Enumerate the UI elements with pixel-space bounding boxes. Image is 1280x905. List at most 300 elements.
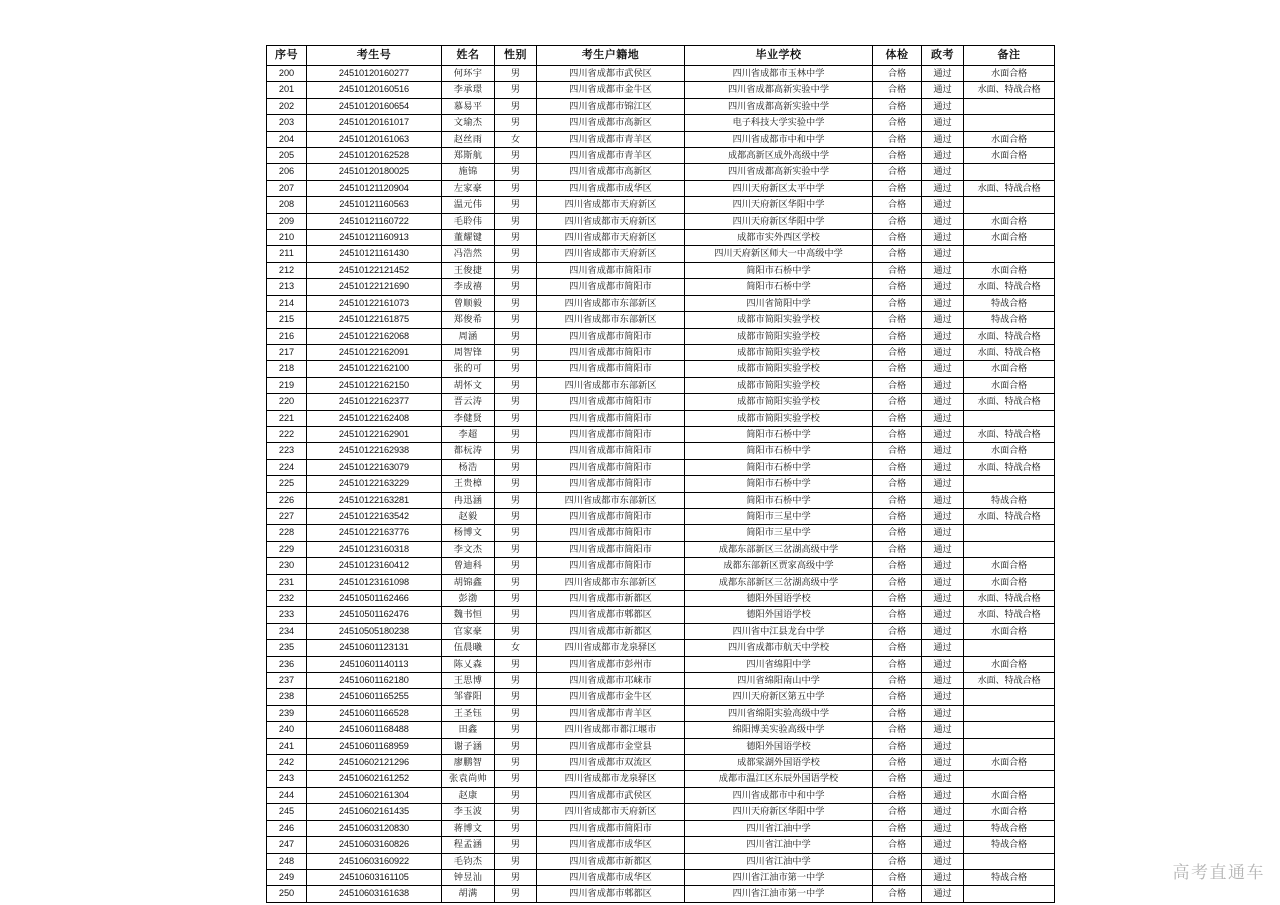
table-row xyxy=(267,853,1055,869)
cell-school: 成都市温江区东辰外国语学校 xyxy=(685,771,873,787)
cell-exam-id: 24510122162100 xyxy=(307,361,442,377)
cell-gender: 男 xyxy=(495,98,537,114)
cell-remark xyxy=(964,722,1055,738)
cell-physical: 合格 xyxy=(873,525,922,541)
cell-gender: 男 xyxy=(495,459,537,475)
cell-political: 通过 xyxy=(922,164,964,180)
cell-political: 通过 xyxy=(922,541,964,557)
cell-remark: 水面合格 xyxy=(964,755,1055,771)
cell-residence: 四川省成都市青羊区 xyxy=(537,148,685,164)
cell-residence: 四川省成都市龙泉驿区 xyxy=(537,771,685,787)
table-row xyxy=(267,115,1055,131)
cell-exam-id: 24510602121296 xyxy=(307,755,442,771)
cell-name: 毛钧杰 xyxy=(442,853,495,869)
cell-name: 廖鹏智 xyxy=(442,755,495,771)
cell-exam-id: 24510122162938 xyxy=(307,443,442,459)
cell-school: 成都东部新区三岔湖高级中学 xyxy=(685,574,873,590)
cell-exam-id: 24510120162528 xyxy=(307,148,442,164)
cell-gender: 男 xyxy=(495,148,537,164)
table-row xyxy=(267,656,1055,672)
table-row xyxy=(267,869,1055,885)
cell-school: 简阳市石桥中学 xyxy=(685,262,873,278)
cell-exam-id: 24510122162901 xyxy=(307,426,442,442)
cell-school: 成都市简阳实验学校 xyxy=(685,312,873,328)
cell-political: 通过 xyxy=(922,574,964,590)
table-row xyxy=(267,804,1055,820)
cell-index: 206 xyxy=(267,164,307,180)
cell-index: 213 xyxy=(267,279,307,295)
cell-school: 四川省成都市玉林中学 xyxy=(685,66,873,82)
cell-remark: 水面、特战合格 xyxy=(964,607,1055,623)
cell-residence: 四川省成都市简阳市 xyxy=(537,410,685,426)
cell-school: 德阳外国语学校 xyxy=(685,738,873,754)
cell-remark: 水面、特战合格 xyxy=(964,82,1055,98)
cell-political: 通过 xyxy=(922,771,964,787)
cell-physical: 合格 xyxy=(873,623,922,639)
cell-physical: 合格 xyxy=(873,410,922,426)
cell-index: 239 xyxy=(267,705,307,721)
table-row xyxy=(267,689,1055,705)
roster-table-container xyxy=(266,45,1041,903)
cell-name: 赵丝雨 xyxy=(442,131,495,147)
cell-index: 208 xyxy=(267,197,307,213)
cell-physical: 合格 xyxy=(873,180,922,196)
cell-gender: 男 xyxy=(495,787,537,803)
cell-residence: 四川省成都市郫都区 xyxy=(537,886,685,902)
cell-physical: 合格 xyxy=(873,131,922,147)
cell-index: 211 xyxy=(267,246,307,262)
cell-political: 通过 xyxy=(922,755,964,771)
table-row xyxy=(267,771,1055,787)
cell-remark: 特战合格 xyxy=(964,837,1055,853)
cell-physical: 合格 xyxy=(873,508,922,524)
cell-exam-id: 24510601165255 xyxy=(307,689,442,705)
cell-remark: 水面合格 xyxy=(964,443,1055,459)
cell-school: 简阳市三星中学 xyxy=(685,508,873,524)
cell-index: 236 xyxy=(267,656,307,672)
cell-school: 四川省绵阳中学 xyxy=(685,656,873,672)
cell-political: 通过 xyxy=(922,279,964,295)
cell-index: 207 xyxy=(267,180,307,196)
cell-political: 通过 xyxy=(922,623,964,639)
cell-name: 都杬涛 xyxy=(442,443,495,459)
cell-school: 德阳外国语学校 xyxy=(685,607,873,623)
cell-index: 229 xyxy=(267,541,307,557)
cell-school: 简阳市石桥中学 xyxy=(685,476,873,492)
cell-physical: 合格 xyxy=(873,476,922,492)
cell-physical: 合格 xyxy=(873,771,922,787)
cell-residence: 四川省成都市都江堰市 xyxy=(537,722,685,738)
cell-remark xyxy=(964,410,1055,426)
cell-gender: 男 xyxy=(495,410,537,426)
cell-physical: 合格 xyxy=(873,148,922,164)
cell-physical: 合格 xyxy=(873,377,922,393)
cell-index: 204 xyxy=(267,131,307,147)
cell-residence: 四川省成都市高新区 xyxy=(537,115,685,131)
cell-remark xyxy=(964,689,1055,705)
cell-residence: 四川省成都市天府新区 xyxy=(537,213,685,229)
cell-exam-id: 24510122163542 xyxy=(307,508,442,524)
cell-index: 247 xyxy=(267,837,307,853)
cell-index: 212 xyxy=(267,262,307,278)
cell-gender: 男 xyxy=(495,213,537,229)
table-row xyxy=(267,180,1055,196)
cell-residence: 四川省成都市简阳市 xyxy=(537,279,685,295)
cell-index: 205 xyxy=(267,148,307,164)
cell-remark xyxy=(964,197,1055,213)
cell-political: 通过 xyxy=(922,66,964,82)
cell-school: 四川省成都高新实验中学 xyxy=(685,82,873,98)
cell-gender: 男 xyxy=(495,328,537,344)
table-row xyxy=(267,574,1055,590)
cell-exam-id: 24510603161638 xyxy=(307,886,442,902)
cell-index: 248 xyxy=(267,853,307,869)
cell-residence: 四川省成都市青羊区 xyxy=(537,131,685,147)
table-row xyxy=(267,443,1055,459)
cell-index: 226 xyxy=(267,492,307,508)
cell-physical: 合格 xyxy=(873,804,922,820)
cell-index: 233 xyxy=(267,607,307,623)
table-row xyxy=(267,410,1055,426)
cell-physical: 合格 xyxy=(873,574,922,590)
table-row xyxy=(267,476,1055,492)
cell-residence: 四川省成都市龙泉驿区 xyxy=(537,640,685,656)
column-header-political: 政考 xyxy=(922,46,964,66)
cell-gender: 男 xyxy=(495,656,537,672)
cell-political: 通过 xyxy=(922,607,964,623)
cell-name: 赵康 xyxy=(442,787,495,803)
cell-remark: 水面合格 xyxy=(964,623,1055,639)
cell-school: 成都市简阳实验学校 xyxy=(685,394,873,410)
cell-name: 周智锋 xyxy=(442,344,495,360)
cell-residence: 四川省成都市东部新区 xyxy=(537,377,685,393)
table-row xyxy=(267,820,1055,836)
cell-physical: 合格 xyxy=(873,869,922,885)
cell-political: 通过 xyxy=(922,377,964,393)
cell-residence: 四川省成都市简阳市 xyxy=(537,820,685,836)
cell-gender: 男 xyxy=(495,574,537,590)
cell-name: 冯浩然 xyxy=(442,246,495,262)
watermark-label: 高考直通车 xyxy=(1172,863,1265,883)
cell-political: 通过 xyxy=(922,197,964,213)
cell-political: 通过 xyxy=(922,869,964,885)
cell-index: 214 xyxy=(267,295,307,311)
cell-residence: 四川省成都市武侯区 xyxy=(537,787,685,803)
cell-political: 通过 xyxy=(922,410,964,426)
table-row xyxy=(267,525,1055,541)
cell-physical: 合格 xyxy=(873,279,922,295)
cell-exam-id: 24510601162180 xyxy=(307,673,442,689)
cell-residence: 四川省成都市简阳市 xyxy=(537,394,685,410)
cell-residence: 四川省成都市新都区 xyxy=(537,591,685,607)
table-row xyxy=(267,755,1055,771)
cell-exam-id: 24510120160516 xyxy=(307,82,442,98)
cell-name: 冉迅涵 xyxy=(442,492,495,508)
cell-political: 通过 xyxy=(922,853,964,869)
cell-residence: 四川省成都市双流区 xyxy=(537,755,685,771)
cell-school: 简阳市石桥中学 xyxy=(685,279,873,295)
cell-political: 通过 xyxy=(922,558,964,574)
cell-index: 220 xyxy=(267,394,307,410)
cell-index: 230 xyxy=(267,558,307,574)
table-row xyxy=(267,886,1055,902)
cell-political: 通过 xyxy=(922,837,964,853)
table-row xyxy=(267,312,1055,328)
cell-name: 杨浩 xyxy=(442,459,495,475)
table-body xyxy=(267,66,1055,903)
cell-residence: 四川省成都市青羊区 xyxy=(537,705,685,721)
cell-political: 通过 xyxy=(922,804,964,820)
cell-school: 成都市简阳实验学校 xyxy=(685,377,873,393)
cell-gender: 男 xyxy=(495,804,537,820)
cell-physical: 合格 xyxy=(873,262,922,278)
cell-index: 243 xyxy=(267,771,307,787)
cell-residence: 四川省成都市东部新区 xyxy=(537,312,685,328)
cell-residence: 四川省成都市简阳市 xyxy=(537,328,685,344)
cell-name: 邹睿阳 xyxy=(442,689,495,705)
table-row xyxy=(267,328,1055,344)
cell-physical: 合格 xyxy=(873,213,922,229)
cell-political: 通过 xyxy=(922,656,964,672)
cell-gender: 男 xyxy=(495,394,537,410)
cell-school: 四川天府新区华阳中学 xyxy=(685,197,873,213)
cell-remark: 特战合格 xyxy=(964,820,1055,836)
cell-exam-id: 24510123161098 xyxy=(307,574,442,590)
cell-political: 通过 xyxy=(922,492,964,508)
cell-residence: 四川省成都市郫都区 xyxy=(537,607,685,623)
cell-exam-id: 24510121160563 xyxy=(307,197,442,213)
cell-exam-id: 24510122162091 xyxy=(307,344,442,360)
cell-residence: 四川省成都市东部新区 xyxy=(537,492,685,508)
cell-school: 成都高新区成外高级中学 xyxy=(685,148,873,164)
cell-name: 王贵樟 xyxy=(442,476,495,492)
cell-name: 张的可 xyxy=(442,361,495,377)
cell-political: 通过 xyxy=(922,312,964,328)
cell-political: 通过 xyxy=(922,213,964,229)
cell-political: 通过 xyxy=(922,82,964,98)
cell-gender: 男 xyxy=(495,180,537,196)
cell-name: 李成禧 xyxy=(442,279,495,295)
column-header-gender: 性别 xyxy=(495,46,537,66)
cell-physical: 合格 xyxy=(873,673,922,689)
cell-remark: 水面、特战合格 xyxy=(964,180,1055,196)
table-row xyxy=(267,246,1055,262)
column-header-exam-id: 考生号 xyxy=(307,46,442,66)
cell-exam-id: 24510122163229 xyxy=(307,476,442,492)
cell-index: 200 xyxy=(267,66,307,82)
cell-gender: 男 xyxy=(495,82,537,98)
cell-political: 通过 xyxy=(922,148,964,164)
cell-residence: 四川省成都市简阳市 xyxy=(537,508,685,524)
table-header xyxy=(267,46,1055,66)
cell-remark xyxy=(964,886,1055,902)
cell-political: 通过 xyxy=(922,476,964,492)
cell-school: 简阳市石桥中学 xyxy=(685,426,873,442)
cell-remark: 特战合格 xyxy=(964,312,1055,328)
table-row xyxy=(267,82,1055,98)
cell-physical: 合格 xyxy=(873,607,922,623)
cell-index: 201 xyxy=(267,82,307,98)
cell-index: 221 xyxy=(267,410,307,426)
cell-index: 241 xyxy=(267,738,307,754)
cell-name: 魏书恒 xyxy=(442,607,495,623)
cell-remark: 水面合格 xyxy=(964,213,1055,229)
cell-remark: 水面、特战合格 xyxy=(964,279,1055,295)
cell-gender: 男 xyxy=(495,279,537,295)
cell-remark: 水面、特战合格 xyxy=(964,673,1055,689)
cell-residence: 四川省成都市东部新区 xyxy=(537,295,685,311)
cell-remark xyxy=(964,525,1055,541)
cell-residence: 四川省成都市成华区 xyxy=(537,869,685,885)
cell-exam-id: 24510122161073 xyxy=(307,295,442,311)
table-row xyxy=(267,508,1055,524)
table-row xyxy=(267,722,1055,738)
cell-gender: 男 xyxy=(495,689,537,705)
cell-residence: 四川省成都市成华区 xyxy=(537,180,685,196)
cell-physical: 合格 xyxy=(873,443,922,459)
cell-name: 谢子涵 xyxy=(442,738,495,754)
cell-physical: 合格 xyxy=(873,246,922,262)
candidate-roster-table xyxy=(266,45,1055,903)
cell-exam-id: 24510122121690 xyxy=(307,279,442,295)
cell-gender: 男 xyxy=(495,607,537,623)
cell-physical: 合格 xyxy=(873,820,922,836)
cell-residence: 四川省成都市天府新区 xyxy=(537,246,685,262)
cell-index: 227 xyxy=(267,508,307,524)
cell-index: 222 xyxy=(267,426,307,442)
cell-residence: 四川省成都市简阳市 xyxy=(537,541,685,557)
cell-gender: 男 xyxy=(495,853,537,869)
cell-physical: 合格 xyxy=(873,361,922,377)
cell-remark: 水面合格 xyxy=(964,574,1055,590)
cell-name: 郑俊希 xyxy=(442,312,495,328)
cell-remark: 水面、特战合格 xyxy=(964,394,1055,410)
cell-name: 慕易平 xyxy=(442,98,495,114)
cell-index: 231 xyxy=(267,574,307,590)
cell-exam-id: 24510123160318 xyxy=(307,541,442,557)
cell-physical: 合格 xyxy=(873,82,922,98)
cell-gender: 男 xyxy=(495,673,537,689)
table-row xyxy=(267,787,1055,803)
cell-political: 通过 xyxy=(922,640,964,656)
cell-remark: 水面、特战合格 xyxy=(964,508,1055,524)
cell-gender: 男 xyxy=(495,66,537,82)
cell-physical: 合格 xyxy=(873,591,922,607)
column-header-remark: 备注 xyxy=(964,46,1055,66)
table-row xyxy=(267,197,1055,213)
cell-index: 242 xyxy=(267,755,307,771)
cell-remark: 水面、特战合格 xyxy=(964,591,1055,607)
cell-gender: 女 xyxy=(495,131,537,147)
cell-remark: 水面合格 xyxy=(964,131,1055,147)
table-row xyxy=(267,131,1055,147)
cell-gender: 男 xyxy=(495,623,537,639)
cell-name: 何环宇 xyxy=(442,66,495,82)
cell-name: 李文杰 xyxy=(442,541,495,557)
cell-remark: 水面、特战合格 xyxy=(964,344,1055,360)
cell-exam-id: 24510123160412 xyxy=(307,558,442,574)
cell-remark: 水面合格 xyxy=(964,377,1055,393)
cell-physical: 合格 xyxy=(873,230,922,246)
cell-school: 四川省江油市第一中学 xyxy=(685,869,873,885)
table-row xyxy=(267,230,1055,246)
cell-residence: 四川省成都市锦江区 xyxy=(537,98,685,114)
cell-exam-id: 24510603120830 xyxy=(307,820,442,836)
cell-remark xyxy=(964,705,1055,721)
cell-gender: 男 xyxy=(495,476,537,492)
cell-name: 曾迪科 xyxy=(442,558,495,574)
cell-gender: 男 xyxy=(495,492,537,508)
cell-exam-id: 24510602161304 xyxy=(307,787,442,803)
table-row xyxy=(267,837,1055,853)
cell-remark: 水面合格 xyxy=(964,66,1055,82)
cell-index: 228 xyxy=(267,525,307,541)
cell-exam-id: 24510120180025 xyxy=(307,164,442,180)
cell-gender: 男 xyxy=(495,541,537,557)
cell-physical: 合格 xyxy=(873,164,922,180)
cell-remark: 水面、特战合格 xyxy=(964,459,1055,475)
cell-physical: 合格 xyxy=(873,541,922,557)
cell-residence: 四川省成都市简阳市 xyxy=(537,426,685,442)
cell-exam-id: 24510122162377 xyxy=(307,394,442,410)
cell-gender: 男 xyxy=(495,377,537,393)
table-row xyxy=(267,394,1055,410)
cell-political: 通过 xyxy=(922,230,964,246)
column-header-name: 姓名 xyxy=(442,46,495,66)
cell-residence: 四川省成都市简阳市 xyxy=(537,443,685,459)
table-row xyxy=(267,66,1055,82)
cell-school: 成都市简阳实验学校 xyxy=(685,410,873,426)
cell-political: 通过 xyxy=(922,508,964,524)
cell-physical: 合格 xyxy=(873,426,922,442)
cell-index: 232 xyxy=(267,591,307,607)
cell-physical: 合格 xyxy=(873,787,922,803)
cell-remark xyxy=(964,164,1055,180)
table-row xyxy=(267,640,1055,656)
cell-residence: 四川省成都市新都区 xyxy=(537,623,685,639)
cell-name: 左家豪 xyxy=(442,180,495,196)
cell-name: 曾顺毅 xyxy=(442,295,495,311)
cell-residence: 四川省成都市简阳市 xyxy=(537,361,685,377)
table-row xyxy=(267,164,1055,180)
cell-remark: 水面合格 xyxy=(964,804,1055,820)
cell-political: 通过 xyxy=(922,394,964,410)
table-row xyxy=(267,541,1055,557)
cell-index: 210 xyxy=(267,230,307,246)
cell-gender: 男 xyxy=(495,558,537,574)
column-header-residence: 考生户籍地 xyxy=(537,46,685,66)
cell-gender: 男 xyxy=(495,886,537,902)
cell-school: 四川省江油市第一中学 xyxy=(685,886,873,902)
cell-residence: 四川省成都市简阳市 xyxy=(537,525,685,541)
cell-exam-id: 24510122163079 xyxy=(307,459,442,475)
table-row xyxy=(267,148,1055,164)
table-row xyxy=(267,459,1055,475)
cell-gender: 男 xyxy=(495,426,537,442)
cell-school: 四川省成都高新实验中学 xyxy=(685,164,873,180)
cell-name: 伍晨曦 xyxy=(442,640,495,656)
cell-name: 郑斯航 xyxy=(442,148,495,164)
cell-exam-id: 24510505180238 xyxy=(307,623,442,639)
cell-gender: 男 xyxy=(495,262,537,278)
cell-political: 通过 xyxy=(922,459,964,475)
cell-gender: 男 xyxy=(495,738,537,754)
cell-physical: 合格 xyxy=(873,328,922,344)
cell-physical: 合格 xyxy=(873,722,922,738)
cell-name: 王圣钰 xyxy=(442,705,495,721)
table-row xyxy=(267,262,1055,278)
cell-school: 简阳市石桥中学 xyxy=(685,443,873,459)
